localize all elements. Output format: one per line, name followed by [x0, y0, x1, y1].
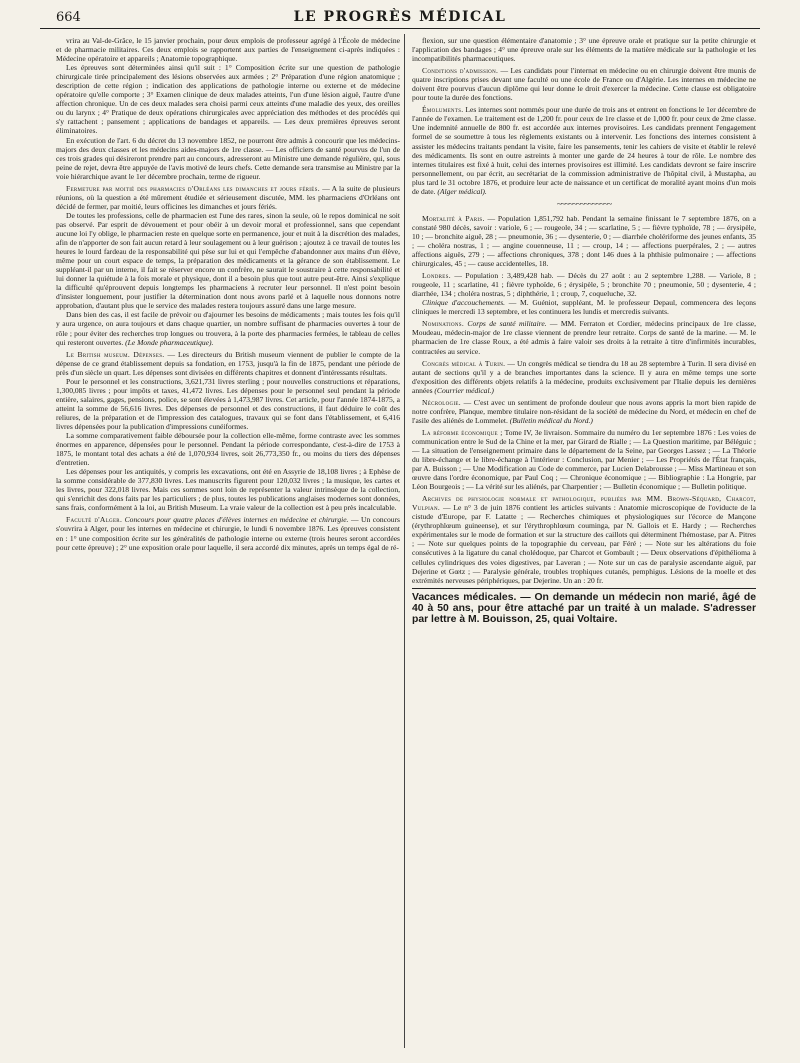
article-text: — A la suite de plusieurs réunions, où la question a été mûrement étudiée et sérieusement discutée, MM. les pharmaciens d'Orléans ont décidé de fermer, par moitié, leurs officines les dimanches et jours fériés.	[56, 183, 400, 211]
article-text: — MM. Ferraton et Cordier, médecins principaux de 1re classe, Moudeau, médecin-major de 1re classe viennent de prendre leur retraite. Corps de santé de la marine. — M. le pharmacien de 1re classe Roux, a été admis à faire valoir ses droits à la retraite à titre d'infirmités incurables, contractées au service.	[412, 319, 756, 356]
article-paragraph	[56, 515, 400, 551]
article-paragraph	[412, 494, 756, 584]
article-text: En exécution de l'art. 6 du décret du 13 novembre 1852, ne pourront être admis à concourir que les médecins-majors des deux classes et les médecins aides-majors de 1re classe. — Les officiers de santé pourvus de l'un de ces trois grades qui désireront prendre part au concours, adresseront au Ministre une demande régulière, qui, sous peine de rejet, devra être appuyée de l'avis motivé de leurs chefs. Cette demande sera transmise au Ministre par la voie hiérarchique avant le 1er décembre prochain, terme de rigueur.	[56, 135, 400, 181]
article-paragraph	[412, 398, 756, 425]
section-divider: ~~~~~~~~~~~~~~	[556, 198, 612, 209]
article-text: — Un congrès médical se tiendra du 18 au 28 septembre à Turin. Il sera divisé en autant de sections qu'il y a de branches importantes dans la science. Il y aura en même temps une sorte d'exposition des différents objets relatifs à la médecine, produits exclusivement par l'Italie depuis les dernières années	[412, 358, 756, 395]
article-heading: La réforme économique ;	[422, 427, 503, 437]
article-text: Dans bien des cas, il est facile de prévoir ou d'ajourner les besoins de médicaments ; mais toutes les fois qu'il y aura urgence, on aura toujours et dans chaque quartier, un nombre suffisant de pharmacies ouvertes à tour de rôle ; pour éviter des recherches trop longues ou trouvera, à la porte des pharmacies fermées, le tableau de celles qui resteront ouvertes.	[56, 310, 400, 347]
article-subheading: Concours pour quatre places d'élèves internes en médecine et chirurgie.	[122, 515, 349, 525]
article-paragraph	[412, 298, 756, 316]
article-text: — Le n° 3 de juin 1876 contient les articles suivants : Anatomie microscopique de l'oviducte de la cistude d'Europe, par F. Latatte ; — Recherches chimiques et physiologiques sur l'écorce de Mançone (érythrophlœum guineense), et sur l'érythrophlœum couminga, par N. Gallois et E. Hardy ; — Recherches expérimentales sur le mode de formation et sur la structure des caillots qui déterminent l'hémostase, par A. Pitres ; — Note sur quelques points de la topographie du cerveau, par Féré ; — Note sur les altérations du foie consécutives à la ligature du canal cholédoque, par Charcot et Gombault ; — Deux observations d'épithélioma à cellules cylindriques des voies digestives, par Laveran ; — Note sur un cas de paralysie ascendante aiguë, par Dejerine et Gœtz ; — Paralysie générale, troubles trophiques cutanés, pemphigus. Lésions de la moelle et des extrémités nerveuses périphériques, par Dejerine. Un an : 20 fr.	[412, 503, 756, 585]
article-paragraph	[56, 136, 400, 181]
journal-title: LE PROGRÈS MÉDICAL	[293, 9, 507, 25]
article-paragraph	[412, 36, 756, 63]
article-text: Tome IV, 3e livraison. Sommaire du numéro du 1er septembre 1876 : Les voies de communication entre le Sud de la Chine et la mer, par Girard de Rialle ; — La Question maritime, par Béléguic ; — La situation de l'enseignement primaire dans le département de la Seine, par Georges Lassez ; — La Théorie du libre-échange et le libre-échange à l'intérieur : Conclusion, par Menier ; — Les Propriétés de l'État français, par A. Buisson ; — Une Modification au Code de commerce, par Lucien Delabrousse ; — Miss Martineau et son œuvre dans l'ordre économique, par Paul Coq ; — Chronique économique ; — Bibliographie : La Hongrie, par Léon Bourgeois ; — La vérité sur les aliénés, par Charpentier ; — Bulletin économique ; — Bulletin politique.	[412, 427, 756, 492]
article-source: (Alger médical).	[437, 186, 487, 196]
article-heading: Mortalité à Paris.	[422, 213, 485, 223]
article-heading: Congrès médical à Turin.	[422, 358, 506, 368]
article-text: — M. Guéniot, suppléant, M. le professeur Depaul, commencera des leçons cliniques le mercredi 13 septembre, et les continuera les lundis et mercredis suivants.	[412, 298, 756, 317]
article-text: vrira au Val-de-Grâce, le 15 janvier prochain, pour deux emplois de professeur agrégé à l'École de médecine et de pharmacie militaires. Ces deux emplois se rapportent aux parties de l'enseignement ci-après indiquées : Médecine opératoire et appareils ; Anatomie topographique.	[56, 36, 400, 64]
article-source: (Le Monde pharmaceutique).	[125, 337, 214, 347]
article-text: Pour le personnel et les constructions, 3,621,731 livres sterling ; pour nouvelles constructions et réparations, 1,300,085 livres ; pour impôts et taxes, 41,472 livres. Les dépenses pour le personnel seul pendant la période entière, salaires, gages, pensions, police, se sont élevées à 1,473,987 livres. Cet article, pour l'année 1874-1875, a atteint la somme de 56,616 livres. Des dépenses de personnel et des constructions, il faut déduire le coût des reliures, de la préparation et de l'impression des catalogues, travaux qui se font dans l'établissement, et 6,416 livres dépensées pour la publication d'impressions cunéiformes.	[56, 376, 400, 431]
article-text: De toutes les professions, celle de pharmacien est l'une des rares, sinon la seule, où le repos dominical ne soit pas observé. Par esprit de dévouement et pour obéir à un devoir moral et professionnel, sans que cependant aucune loi l'y oblige, le pharmacien reste en quelque sorte en permanence, jour et nuit à la discrétion des malades, afin de n'apporter de son fait aucun retard à leur soulagement ou à leur guérison ; ajoutez à ce travail de toutes les heures le lourd fardeau de la responsabilité qui pèse sur lui et qui l'empêche d'abandonner aux mains d'un élève, même pour un court espace de temps, la préparation des médicaments et la gérance de son établissement. Le suppléant-il par un interne, il fait se réserver encore un confrère, ne saurait le soustraire à cette responsabilité et lui donner la quiétude à la fois morale et physique, dont il a besoin plus que tout autre peut-être. Ainsi s'explique la difficulté qu'éprouvent depuis longtemps les pharmaciens à recruter leur personnel. Il n'est point besoin d'insister longuement, pour justifier la détermination dont nous avons parlé et à laquelle nous donnons notre approbation, d'autant plus que le service des malades restera toujours assuré dans une large mesure.	[56, 210, 400, 311]
article-paragraph	[56, 350, 400, 377]
article-heading: Le British museum. Dépenses.	[66, 349, 165, 359]
article-heading: Conditions d'admission.	[422, 66, 499, 76]
article-paragraph	[56, 377, 400, 431]
right-column	[412, 36, 756, 1046]
article-paragraph	[412, 66, 756, 102]
article-paragraph	[56, 431, 400, 467]
article-text: flexion, sur une question élémentaire d'anatomie ; 3° une épreuve orale et pratique sur la petite chirurgie et l'application des bandages ; 4° une épreuve orale sur les éléments de la matière médicale sur la pathologie et les incompatibilités pharmaceutiques.	[412, 36, 756, 64]
left-column	[56, 36, 400, 1046]
article-text: — Population : 3,489,428 hab. — Décès du 27 août : au 2 septembre 1,288. — Variole, 8 ; rougeole, 11 ; scarlatine, 41 ; fièvre typhoïde, 6 ; érysipèle, 5 ; bronchite 70 ; pneumonie, 50 ; dysenterie, 4 ; diarrhée, 134 ; choléra nostras, 5 ; diphthérie, 1 ; croup, 7, coqueluche, 32.	[412, 271, 756, 299]
article-heading: Faculté d'Alger.	[66, 515, 123, 525]
article-paragraph	[412, 428, 756, 491]
article-paragraph	[56, 467, 400, 512]
article-heading: Londres.	[422, 271, 451, 281]
right-column-articles	[412, 36, 756, 585]
article-subheading: Corps de santé militaire.	[464, 319, 547, 329]
article-text: Les dépenses pour les antiquités, y compris les excavations, ont été en Assyrie de 18,108 livres ; à Ephèse de la somme considérable de 377,830 livres. Les manuscrits figurent pour 120,032 livres ; la musique, les cartes et les livres, pour 322,018 livres. Mais ces sommes sont loin de représenter la valeur intrinsèque de la collection, qui s'enrichit des dons faits par les particuliers ; de plus, toutes les publications anglaises modernes sont données, sans frais, conformément à la loi, au British Museum. La vraie valeur de la collection est à peu près incalculable.	[56, 467, 400, 513]
article-paragraph	[412, 319, 756, 355]
article-paragraph	[412, 271, 756, 298]
article-paragraph	[56, 36, 400, 63]
article-paragraph	[412, 359, 756, 395]
article-heading: Émoluments.	[422, 105, 464, 115]
article-text: — C'est avec un sentiment de profonde douleur que nous avons appris la mort bien rapide de notre confrère, Planque, membre titulaire non-résidant de la société de médecine du Nord, et médecin en chef de l'asile des aliénés de Lommelet.	[412, 397, 756, 425]
article-source: (Bulletin médical du Nord.)	[509, 415, 593, 425]
article-heading: Fermeture par moitié des pharmacies d'Orléans les dimanches et jours fériés.	[66, 183, 320, 193]
page-header	[40, 6, 760, 29]
article-paragraph	[56, 211, 400, 311]
article-paragraph	[412, 214, 756, 268]
article-text: Les épreuves sont déterminées ainsi qu'il suit : 1° Composition écrite sur une question de pathologie chirurgicale tirée principalement des lésions observées aux armées ; 2° Préparation d'une région anatomique ; description de cette région ; indication des applications de pathologie interne ou externe et de médecine opératoire qu'elle comporte ; 3° Examen clinique de deux malades atteints, l'un d'une lésion aiguë, l'autre d'une affection chronique. Un de ces deux malades sera choisi parmi ceux atteints d'une maladie des yeux, des oreilles ou du larynx ; 4° Pratique de deux opérations chirurgicales avec appréciation des méthodes et des procédés qui s'y rattachent ; pansement ; applications de bandages et appareils. — Les deux premières épreuves seront éliminatoires.	[56, 63, 400, 136]
article-paragraph	[56, 184, 400, 211]
article-subheading: Clinique d'accouchements.	[422, 298, 506, 308]
article-heading: Archives de physiologie normale et pathologique, publiées par MM. Brown-Séquard, Charcot, Vulpian.	[412, 494, 756, 513]
article-heading: Nécrologie.	[422, 397, 461, 407]
page-number: 664	[56, 10, 81, 25]
column-divider	[404, 34, 405, 1048]
article-text: — Population 1,851,792 hab. Pendant la semaine finissant le 7 septembre 1876, on a constaté 980 décès, savoir : variole, 6 ; — rougeole, 34 ; — scarlatine, 5 ; — fièvre typhoïde, 78 ; — érysipèle, 10 ; — bronchite aiguë, 28 ; — pneumonie, 36 ; — dysenterie, 0 ; — diarrhée cholériforme des jeunes enfants, 35 ; — choléra nostras, 1 ; — angine couenneuse, 11 ; — croup, 14 ; — affections puerpérales, 2 ; — autres affections aiguës, 279 ; — affections chroniques, 378 ; dont 146 dues à la phthisie pulmonaire ; — affections chirurgicales, 45 ; — cause accidentelles, 18.	[412, 213, 756, 269]
article-text: Les internes sont nommés pour une durée de trois ans et entrent en fonctions le 1er décembre de l'année de l'examen. Le traitement est de 1,200 fr. pour ceux de 1re classe et de 1,000 fr. pour ceux de 2me classe. Une indemnité annuelle de 800 fr. est accordée aux internes provisoires. Les candidats prennent l'engagement formel de se soumettre à tous les règlements existants ou à intervenir. Les fonctions des internes consistent à assister les médecins traitants pendant la visite, faire les pansements, tenir les cahiers de visite et établir le relevé des médicaments. Ils sont en outre astreints à monter une garde de 24 heures à tour de rôle. Le nombre des internes titulaires est fixé à huit, celui des internes provisoires est illimité. Les candidats devront se faire inscrire personnellement, ou par écrit, au secrétariat de la commission administrative de l'hôpital civil, à Mustapha, au plus tard le 31 octobre 1876, et produire leur acte de naissance et un certificat de moralité ayant moins d'un mois de date.	[412, 105, 756, 196]
article-paragraph	[56, 63, 400, 135]
article-paragraph	[412, 105, 756, 195]
article-source: (Courrier médical.)	[434, 385, 494, 395]
article-text: — Les candidats pour l'internat en médecine ou en chirurgie doivent être munis de quatre inscriptions prises devant une faculté ou une école de France ou d'Algérie. Les internes en médecine ne doivent être pourvus d'aucun diplôme qui leur donne le droit d'exercer la médecine. Cette clause est obligatoire pour toute la durée des fonctions.	[412, 66, 756, 103]
article-paragraph	[56, 310, 400, 346]
article-text: La somme comparativement faible déboursée pour la collection elle-même, forme contraste avec les sommes énormes en apparence, dépensées pour le personnel. Pendant la période correspondante, c'est-à-dire de 1753 à 1875, le montant total des achats a été de 1,070,934 livres, soit 26,773,350 fr., ou moins du tiers des dépenses d'entretien.	[56, 431, 400, 468]
article-heading: Nominations.	[422, 319, 465, 329]
classified-advertisement: Vacances médicales. — On demande un médecin non marié, âgé de 40 à 50 ans, pour être attaché par un traité à un malade. S'adresser par lettre à M. Bouisson, 25, quai Voltaire.	[412, 588, 756, 626]
article-text: — Un concours s'ouvrira à Alger, pour les internes en médecine et chirurgie, le lundi 6 novembre 1876. Les épreuves consistent en : 1° une composition écrite sur les généralités de pathologie interne ou externe (trois heures seront accordées pour cette épreuve) ; 2° une exposition orale pour laquelle, il sera accordé dix minutes, après un temps égal de ré-	[56, 515, 400, 552]
article-text: — Les directeurs du British museum viennent de publier le compte de la dépense de ce grand établissement depuis sa fondation, en 1753, jusqu'à la fin de 1875, pendant une période de près d'un siècle un quart. Les dépenses sont divisées en différents chapitres et donnent d'intéressants résultats.	[56, 349, 400, 377]
